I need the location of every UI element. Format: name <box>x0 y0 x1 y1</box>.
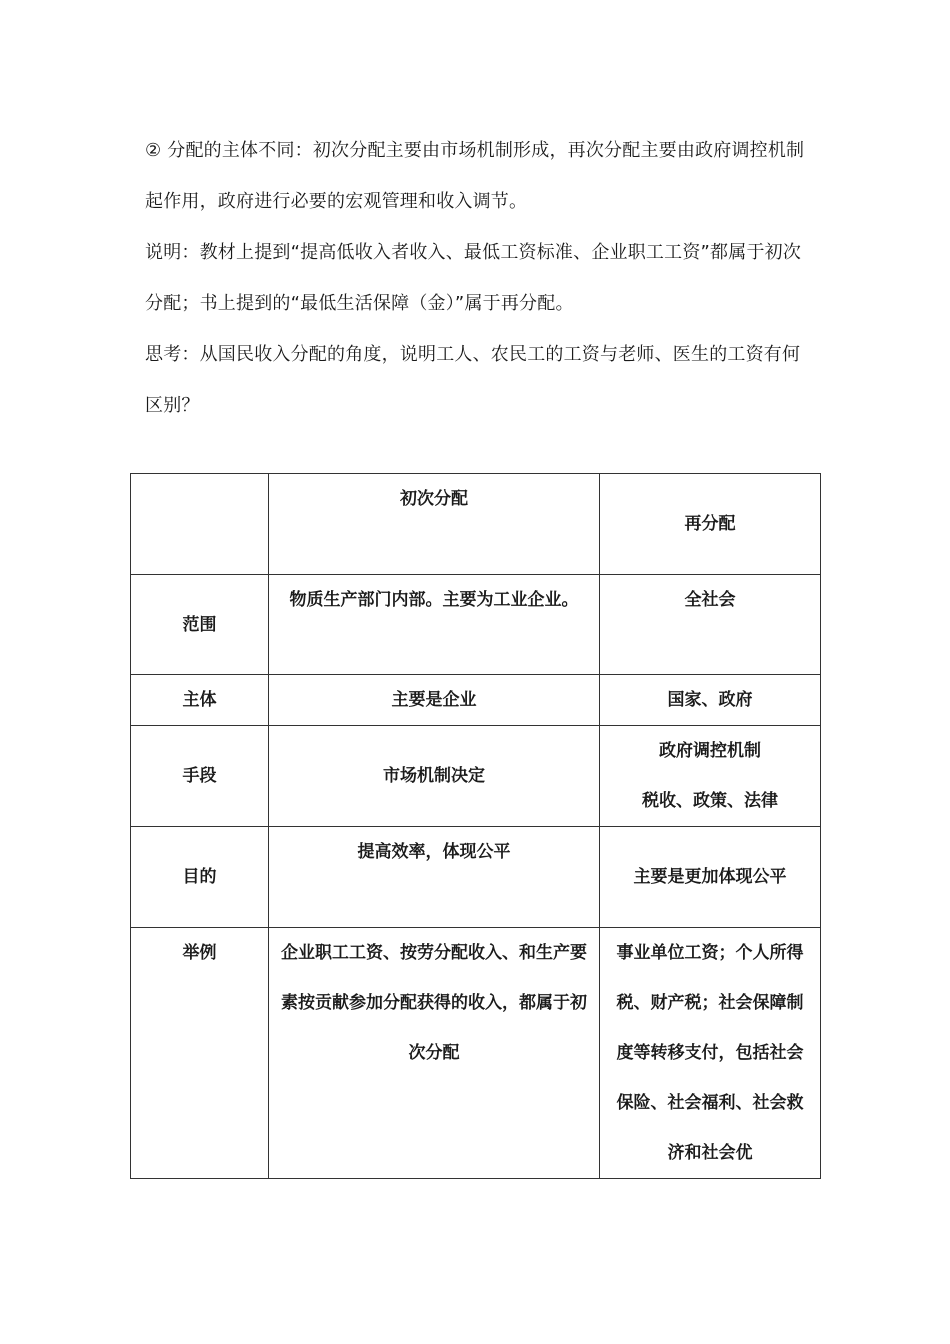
cell-subject-first: 主要是企业 <box>269 675 600 726</box>
table-header-row <box>131 474 821 575</box>
cell-purpose-re: 主要是更加体现公平 <box>600 827 821 928</box>
distribution-comparison-table <box>130 473 821 1179</box>
table-row-subject <box>131 675 821 726</box>
cell-scope-first: 物质生产部门内部。主要为工业企业。 <box>269 575 600 675</box>
table-row-scope <box>131 575 821 675</box>
header-cell-first-distribution: 初次分配 <box>269 474 600 575</box>
cell-means-re <box>600 726 821 827</box>
header-cell-empty <box>131 474 269 575</box>
cell-means-first: 市场机制决定 <box>269 726 600 827</box>
row-label-purpose: 目的 <box>131 827 269 928</box>
cell-example-first: 企业职工工资、按劳分配收入、和生产要素按贡献参加分配获得的收入，都属于初次分配 <box>269 928 600 1179</box>
table-row-means <box>131 726 821 827</box>
cell-means-re-line1: 政府调控机制 <box>659 741 761 761</box>
row-label-means: 手段 <box>131 726 269 827</box>
cell-means-re-line2: 税收、政策、法律 <box>642 791 778 811</box>
paragraph-question: 思考：从国民收入分配的角度，说明工人、农民工的工资与老师、医生的工资有何区别？ <box>145 344 801 416</box>
row-label-example: 举例 <box>131 928 269 1179</box>
cell-subject-re: 国家、政府 <box>600 675 821 726</box>
table-row-example <box>131 928 821 1179</box>
header-cell-redistribution: 再分配 <box>600 474 821 575</box>
paragraph-distribution-subject: ② 分配的主体不同：初次分配主要由市场机制形成，再次分配主要由政府调控机制起作用，政府进行必要的宏观管理和收入调节。 <box>145 140 805 212</box>
table-row-purpose <box>131 827 821 928</box>
cell-example-re: 事业单位工资；个人所得税、财产税；社会保障制度等转移支付，包括社会保险、社会福利、社会救济和社会优 <box>600 928 821 1179</box>
paragraph-explanation: 说明：教材上提到“提高低收入者收入、最低工资标准、企业职工工资”都属于初次分配；书上提到的“最低生活保障（金）”属于再分配。 <box>145 242 802 314</box>
cell-purpose-first: 提高效率，体现公平 <box>269 827 600 928</box>
cell-scope-re: 全社会 <box>600 575 821 675</box>
row-label-subject: 主体 <box>131 675 269 726</box>
row-label-scope: 范围 <box>131 575 269 675</box>
